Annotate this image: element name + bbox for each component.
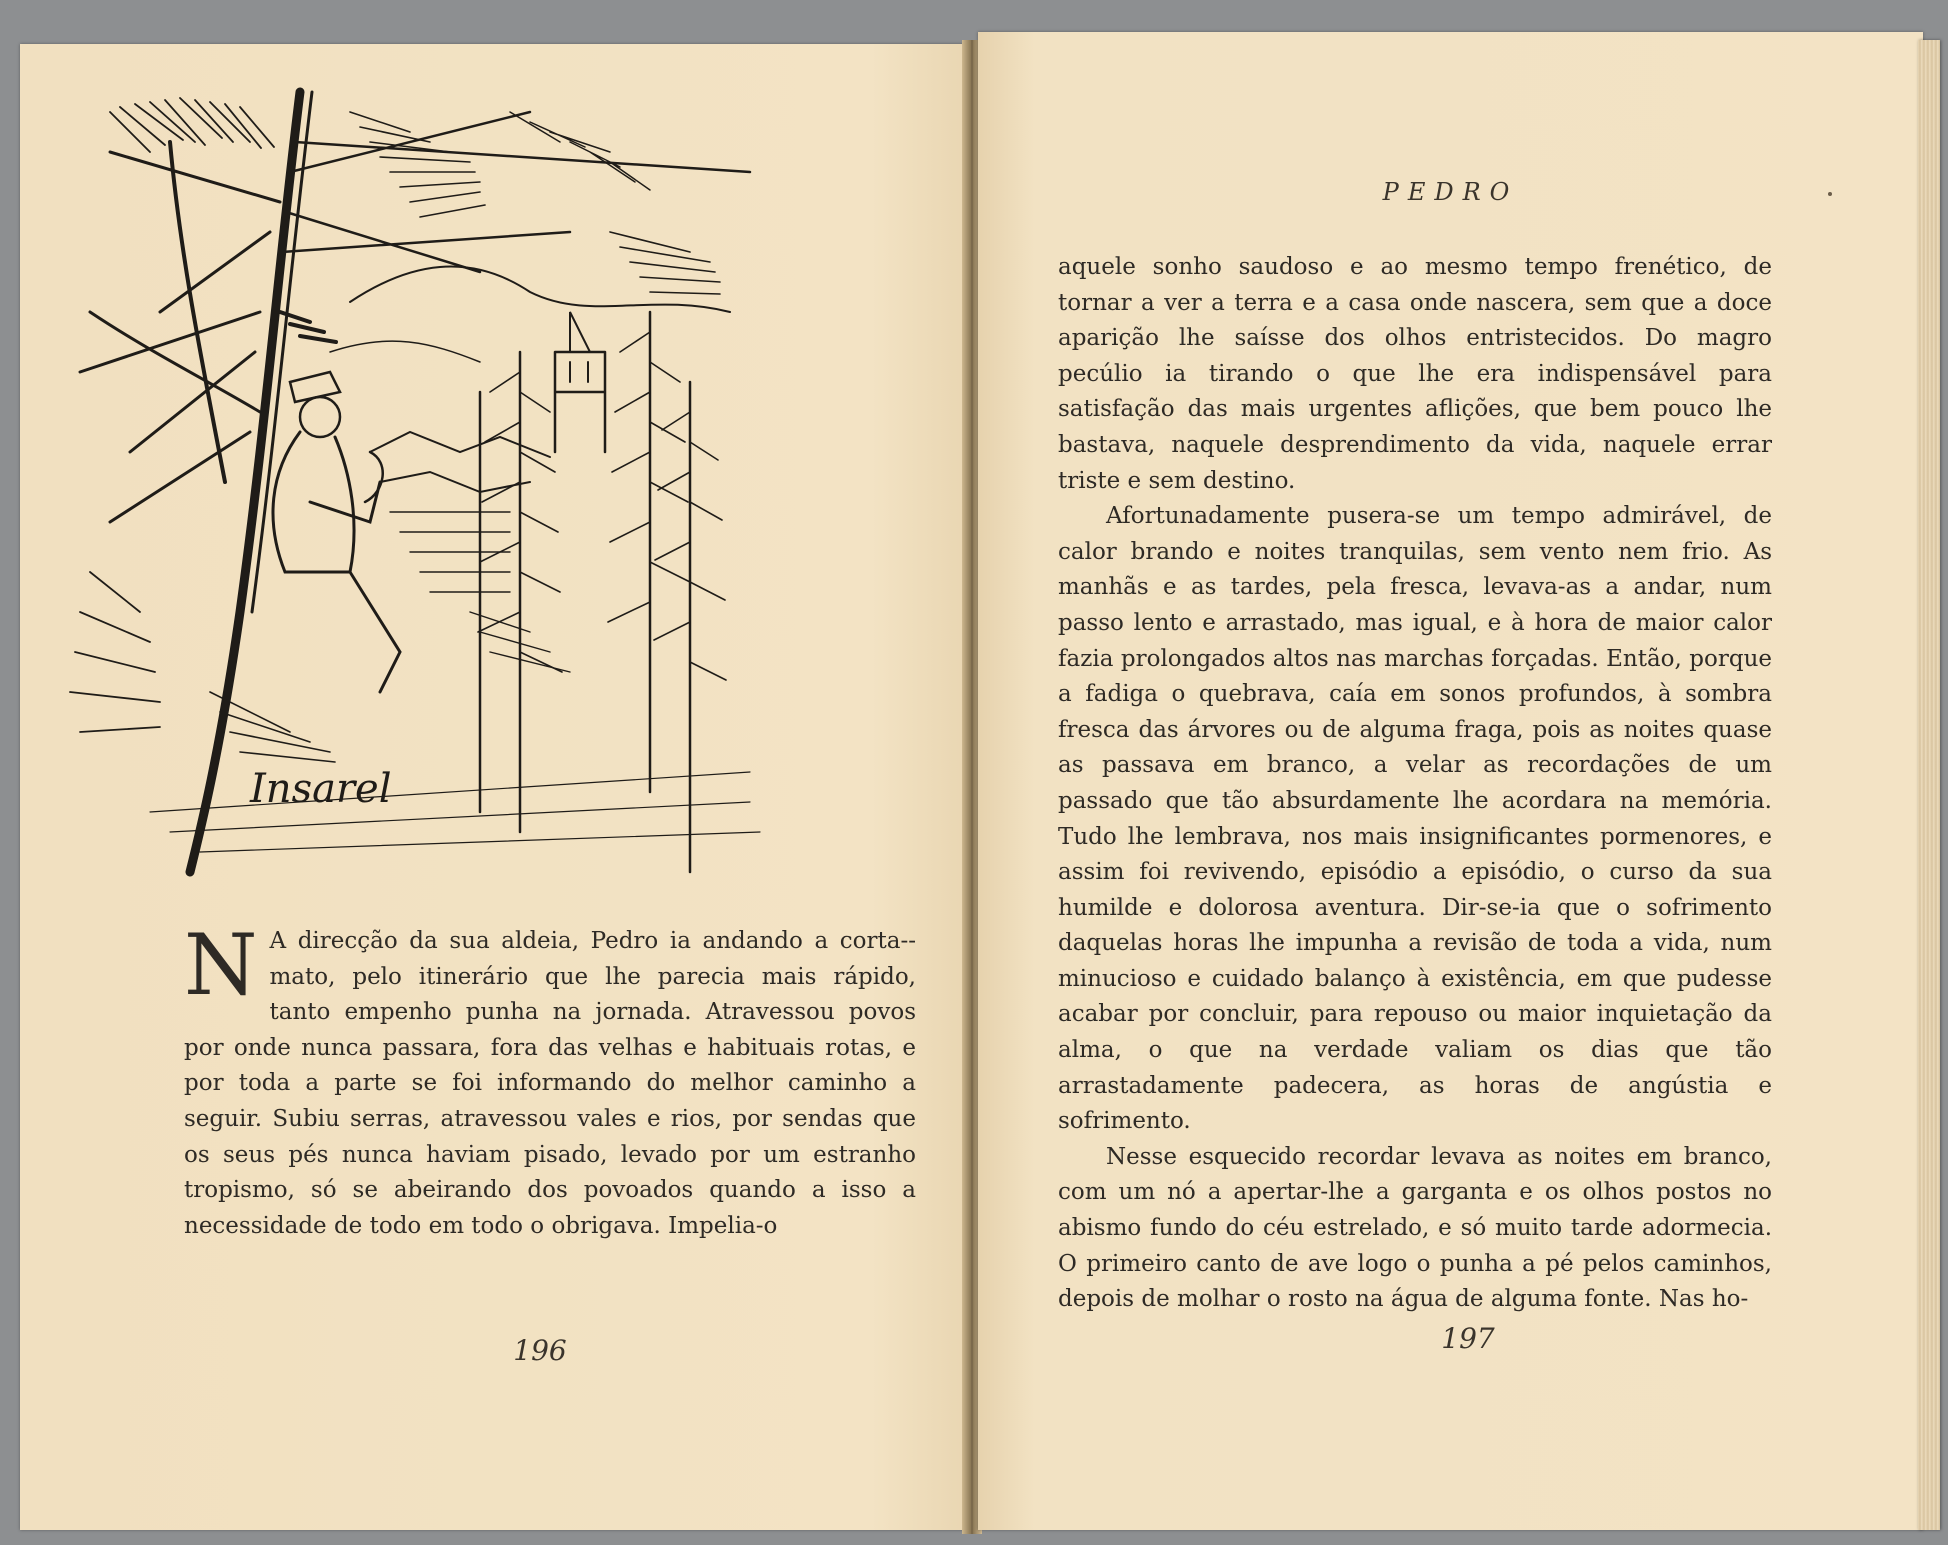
- right-page: [978, 32, 1923, 1530]
- page-number-right: 197: [1441, 1322, 1495, 1355]
- left-paragraph-1: A direcção da sua aldeia, Pedro ia andando a corta--mato, pelo itinerário que lhe parecia mais rápido, tanto empenho punha na jornada. Atravessou povos por onde nunca passara, fora das velhas e habituais rotas, e por toda a parte se foi informando do melhor caminho a seguir. Subiu serras, atravessou vales e rios, por sendas que os seus pés nunca haviam pisado, levado por um estranho tropismo, só se abeirando dos povoados quando a isso a necessidade de todo em todo o obrigava. Impelia-o: [184, 928, 916, 1239]
- left-page: [20, 44, 966, 1530]
- page-number-left: 196: [513, 1334, 567, 1367]
- page-edges: [1918, 40, 1940, 1530]
- right-paragraph-3: Nesse esquecido recordar levava as noites em branco, com um nó a apertar-lhe a garganta e os olhos postos no abismo fundo do céu estrelado, e só muito tarde adormecia. O primeiro canto de ave logo o punha a pé pelos caminhos, depois de molhar o rosto na água de alguma fonte. Nas ho-: [1058, 1143, 1772, 1313]
- right-paragraph-1: aquele sonho saudoso e ao mesmo tempo frenético, de tornar a ver a terra e a casa onde nascera, sem que a doce aparição lhe saísse dos olhos entristecidos. Do magro pecúlio ia tirando o que lhe era indispensável para satisfação das mais urgentes aflições, que bem pouco lhe bastava, naquele desprendimento da vida, naquele errar triste e sem destino.: [1058, 254, 1772, 494]
- running-head: PEDRO: [1382, 178, 1519, 206]
- left-body-text: [184, 916, 916, 1244]
- ink-drawing: [50, 52, 770, 902]
- right-body-text: [1058, 250, 1772, 1318]
- right-paragraph-2: Afortunadamente pusera-se um tempo admirável, de calor brando e noites tranquilas, sem vento nem frio. As manhãs e as tardes, pela fresca, levava-as a andar, num passo lento e arrastado, mas igual, e à hora de maior calor fazia prolongados altos nas marchas forçadas. Então, porque a fadiga o quebrava, caía em sonos profundos, à sombra fresca das árvores ou de alguma fraga, pois as noites quase as passava em branco, a velar as recordações de um passado que tão absurdamente lhe acordara na memória. Tudo lhe lembrava, nos mais insignificantes pormenores, e assim foi revivendo, episódio a episódio, o curso da sua humilde e dolorosa aventura. Dir-se-ia que o sofrimento daquelas horas lhe impunha a revisão de toda a vida, num minucioso e cuidado balanço à existência, em que pudesse acabar por concluir, para repouso ou maior inquietação da alma, o que na verdade valiam os dias que tão arrastadamente padecera, as horas de angústia e sofrimento.: [1058, 503, 1772, 1135]
- illustration-pine-forest-village: [50, 52, 770, 902]
- paper-speck: [1828, 192, 1832, 196]
- drop-cap: N: [184, 916, 258, 1014]
- illustration-signature: Insarel: [250, 766, 392, 812]
